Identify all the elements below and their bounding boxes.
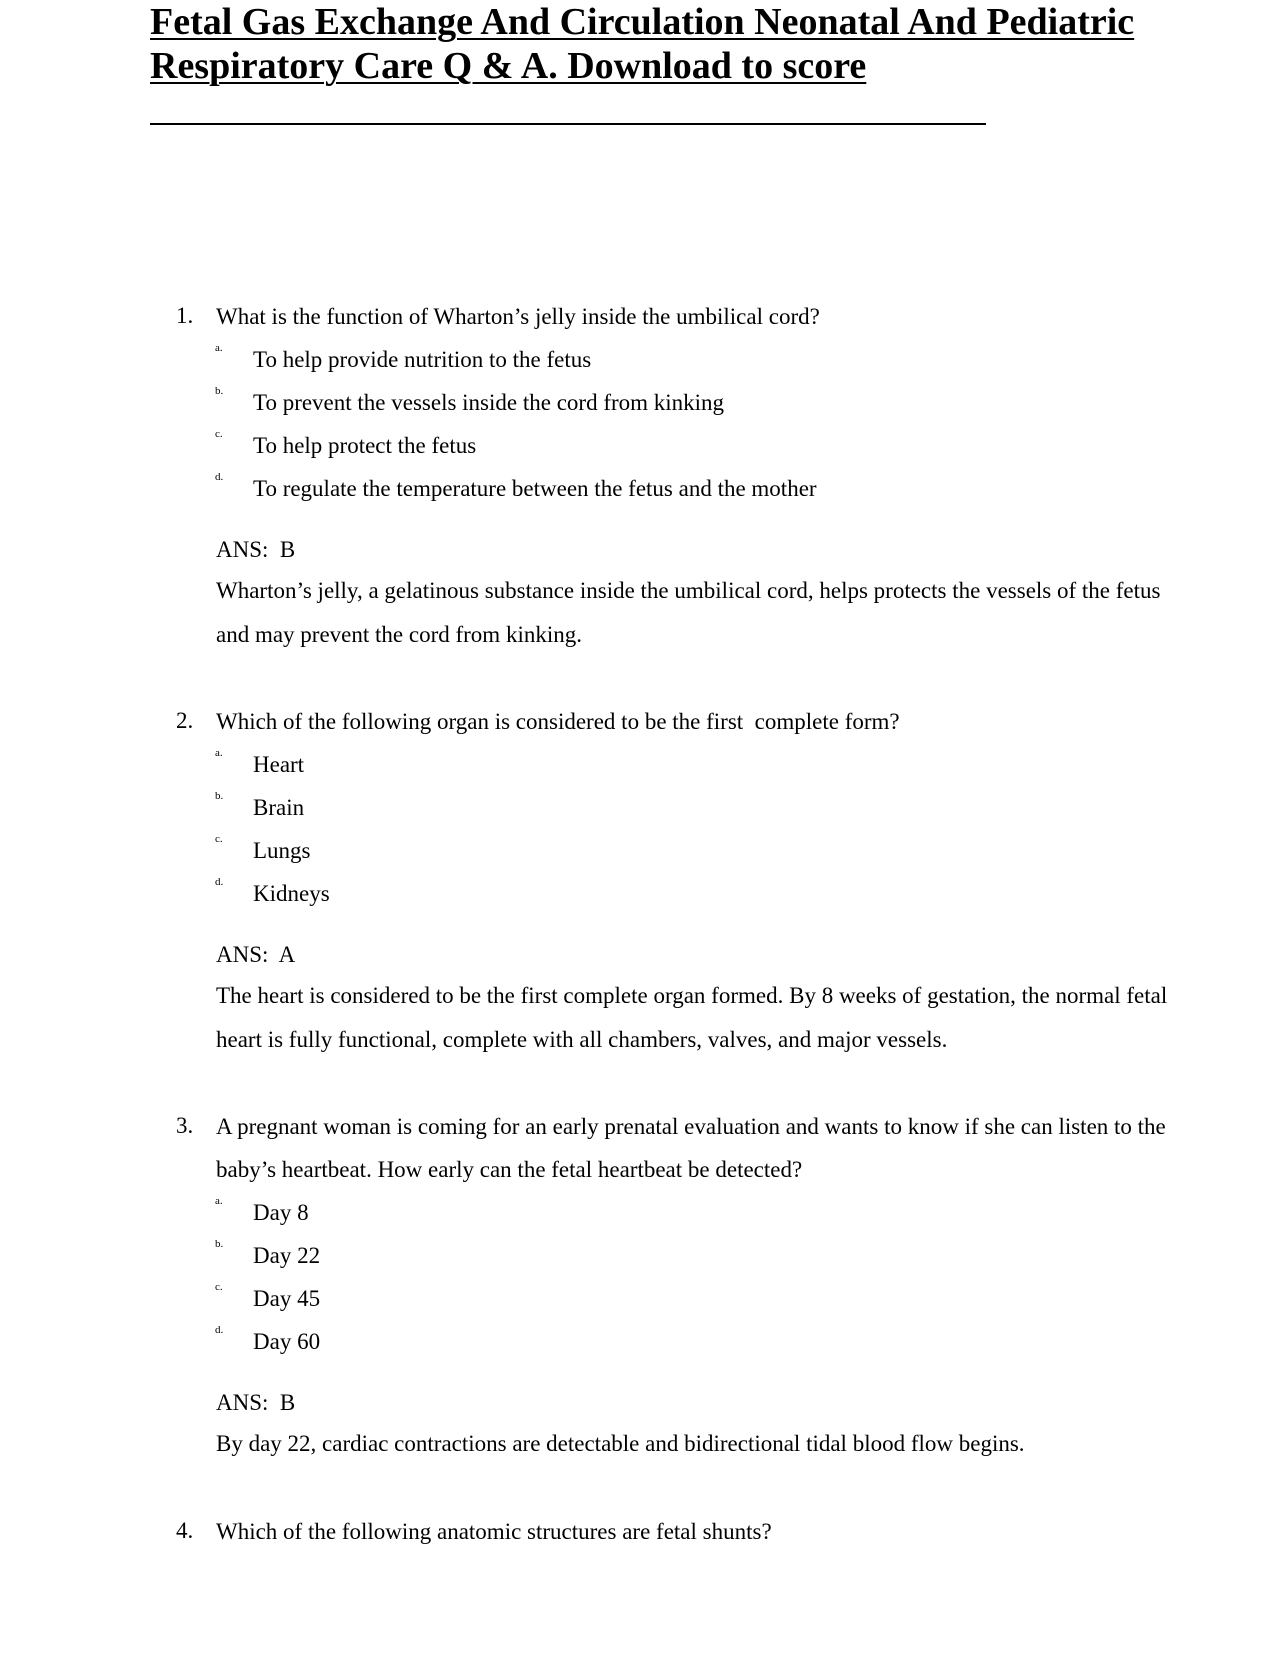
- answer-explanation: The heart is considered to be the first complete organ formed. By 8 weeks of gestation, the normal fetal heart is fully functional, complete with all chambers, valves, and major vessels.: [216, 983, 1168, 1052]
- option-d: [0, 471, 1280, 505]
- option-text: Day 60: [253, 1329, 321, 1354]
- option-text: Day 8: [253, 1200, 309, 1225]
- document-title: [150, 0, 1150, 88]
- answer-key: ANS: A: [216, 942, 296, 967]
- option-text: To regulate the temperature between the fetus and the mother: [253, 476, 817, 501]
- option-text: Lungs: [253, 838, 311, 863]
- option-a: [0, 1195, 1280, 1229]
- option-text: To help protect the fetus: [253, 433, 477, 458]
- document-title-line-1: Fetal Gas Exchange And Circulation Neonatal And Pediatric: [150, 1, 1135, 43]
- option-letter: d.: [215, 876, 224, 888]
- option-letter: c.: [215, 1281, 223, 1293]
- option-b: [0, 385, 1280, 419]
- question-number: 1.: [176, 303, 194, 328]
- answer-explanation: Wharton’s jelly, a gelatinous substance inside the umbilical cord, helps protects the vessels of the fetus and may prevent the cord from kinking.: [216, 578, 1161, 647]
- option-a: [0, 747, 1280, 781]
- option-text: Heart: [253, 752, 305, 777]
- question-text: A pregnant woman is coming for an early prenatal evaluation and wants to know if she can listen to the baby’s heartbeat. How early can the fetal heartbeat be detected?: [216, 1114, 1166, 1182]
- document-title-line-2: Respiratory Care Q & A. Download to score: [150, 45, 867, 87]
- option-text: To prevent the vessels inside the cord from kinking: [253, 390, 725, 415]
- option-letter: a.: [215, 747, 223, 759]
- question-text: Which of the following organ is considered to be the first complete form?: [216, 709, 900, 734]
- option-letter: b.: [215, 1238, 224, 1250]
- answer-explanation: By day 22, cardiac contractions are detectable and bidirectional tidal blood flow begins.: [216, 1431, 1025, 1456]
- option-text: Kidneys: [253, 881, 330, 906]
- option-d: [0, 1324, 1280, 1358]
- option-letter: a.: [215, 1195, 223, 1207]
- answer-key: ANS: B: [216, 1390, 296, 1415]
- option-letter: d.: [215, 1324, 224, 1336]
- option-c: [0, 1281, 1280, 1315]
- option-letter: b.: [215, 385, 224, 397]
- option-letter: b.: [215, 790, 224, 802]
- question-text: What is the function of Wharton’s jelly inside the umbilical cord?: [216, 304, 820, 329]
- question-text: Which of the following anatomic structures are fetal shunts?: [216, 1519, 772, 1544]
- option-text: Day 22: [253, 1243, 321, 1268]
- question-number: 3.: [176, 1113, 194, 1138]
- question-number: 2.: [176, 708, 194, 733]
- option-text: Brain: [253, 795, 305, 820]
- option-a: [0, 342, 1280, 376]
- option-text: To help provide nutrition to the fetus: [253, 347, 592, 372]
- option-letter: c.: [215, 428, 223, 440]
- option-letter: a.: [215, 342, 223, 354]
- option-d: [0, 876, 1280, 910]
- option-b: [0, 1238, 1280, 1272]
- answer-key: ANS: B: [216, 537, 296, 562]
- option-letter: d.: [215, 471, 224, 483]
- question-number: 4.: [176, 1518, 194, 1543]
- title-underline-rule: [150, 123, 986, 125]
- option-text: Day 45: [253, 1286, 321, 1311]
- option-letter: c.: [215, 833, 223, 845]
- option-b: [0, 790, 1280, 824]
- option-c: [0, 428, 1280, 462]
- option-c: [0, 833, 1280, 867]
